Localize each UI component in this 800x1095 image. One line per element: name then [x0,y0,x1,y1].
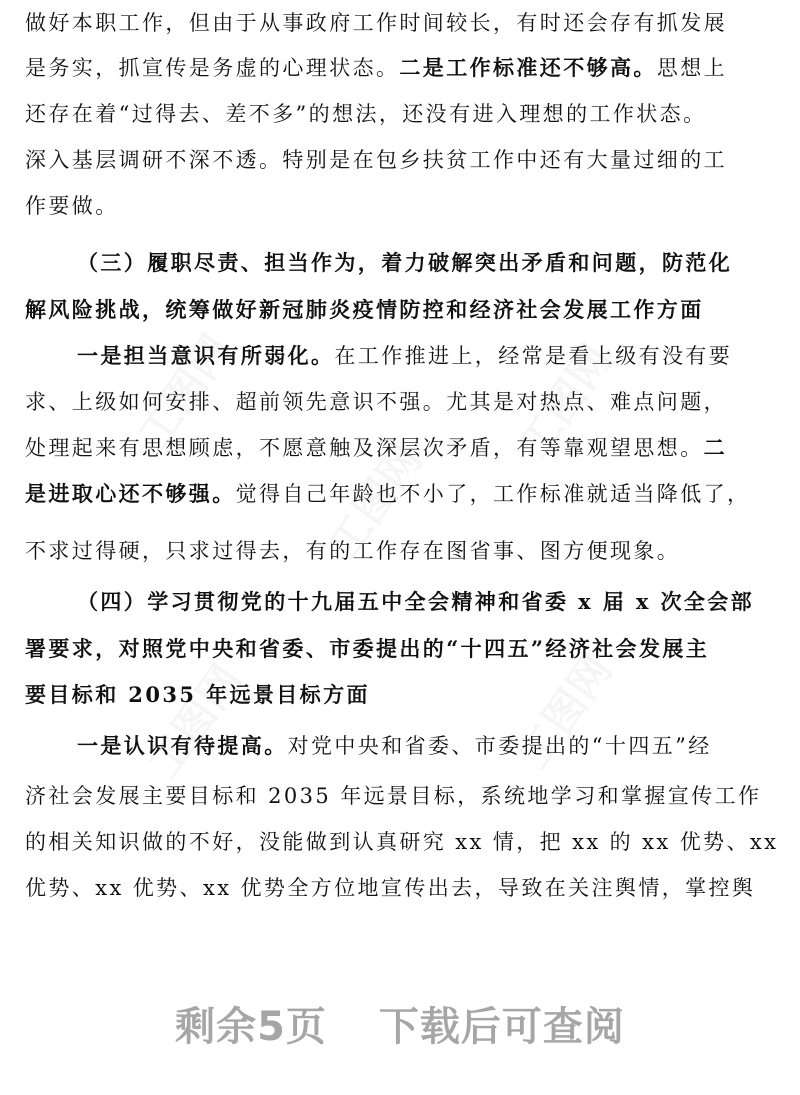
bold-text-run: 要目标和 2035 年远景目标方面 [25,682,370,707]
text-line [25,8,727,38]
text-line [25,827,778,857]
bold-text-run: 是进取心还不够强。 [25,481,236,506]
text-line [25,536,680,566]
section-heading-line [25,295,704,325]
bold-text-run: 解风险挑战，统筹做好新冠肺炎疫情防控和经济社会发展工作方面 [25,297,704,322]
text-line [25,145,727,175]
text-run: 还存在着“过得去、差不多”的想法，还没有进入理想的工作状态。 [25,102,707,126]
download-to-view-label: 下载后可查阅 [378,1004,625,1050]
bold-text-run: （四）学习贯彻党的十九届五中全会精神和省委 x 届 x 次全会部 [77,589,755,614]
text-line [25,873,755,903]
text-run: 处理起来有思想顾虑，不愿意触及深层次矛盾，有等靠观望思想。 [25,436,704,460]
section-heading-line [77,587,754,617]
text-line [25,99,706,129]
bold-text-run: 二 [703,435,728,460]
download-prompt[interactable] [0,995,800,1052]
remaining-pages-label: 剩余5页 [175,1004,327,1050]
text-line [77,731,712,761]
text-line [25,433,727,463]
watermark [132,651,253,789]
text-run: 对党中央和省委、市委提出的“十四五”经 [287,734,712,758]
text-line [25,53,727,83]
text-run: 济社会发展主要目标和 2035 年远景目标，系统地学习和掌握宣传工作 [25,784,762,808]
section-heading-line [25,634,709,664]
text-run: 觉得自己年龄也不小了，工作标准就适当降低了， [235,482,751,506]
text-run: 深入基层调研不深不透。特别是在包乡扶贫工作中还有大量过细的工 [25,148,727,172]
bold-text-run: 二是工作标准还不够高。 [399,55,657,80]
bold-text-run: 一是认识有待提高。 [77,733,288,758]
text-run: 是务实，抓宣传是务虚的心理状态。 [25,56,400,80]
text-run: 优势、xx 优势、xx 优势全方位地宣传出去，导致在关注舆情，掌控舆 [25,876,756,900]
section-heading-line [77,248,732,278]
text-line [25,781,761,811]
text-line [25,387,727,417]
section-heading-line [25,680,370,710]
text-line [25,191,119,221]
text-run: 的相关知识做的不好，没能做到认真研究 xx 情，把 xx 的 xx 优势、xx [25,830,779,854]
text-run: 在工作推进上，经常是看上级有没有要 [334,344,733,368]
text-run: 作要做。 [25,194,119,218]
text-run: 求、上级如何安排、超前领先意识不强。尤其是对热点、难点问题， [25,390,727,414]
bold-text-run: 署要求，对照党中央和省委、市委提出的“十四五”经济社会发展主 [25,636,710,661]
bold-text-run: 一是担当意识有所弱化。 [77,343,335,368]
text-line [25,479,750,509]
text-run: 不求过得硬，只求过得去，有的工作存在图省事、图方便现象。 [25,539,681,563]
bold-text-run: （三）履职尽责、担当作为，着力破解突出矛盾和问题，防范化 [77,250,733,275]
text-run: 思想上 [656,56,728,80]
text-line [77,341,732,371]
text-run: 做好本职工作，但由于从事政府工作时间较长，有时还会存有抓发展 [25,11,727,35]
